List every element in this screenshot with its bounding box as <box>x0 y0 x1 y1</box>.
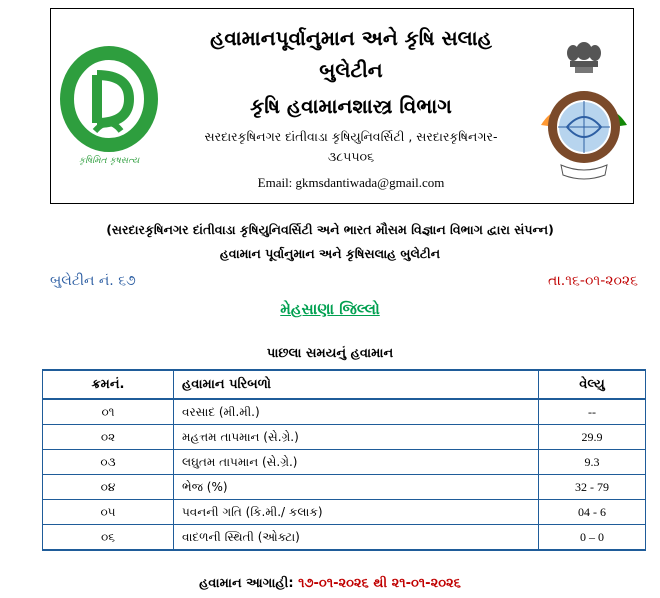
table-row <box>43 500 646 525</box>
table-row <box>43 399 646 425</box>
header-box <box>50 8 634 204</box>
table-header-row <box>43 370 646 399</box>
row-parameter: લઘુતમ તાપમાન (સે.ગ્રે.) <box>174 450 539 475</box>
header-serial: ક્રમનં. <box>43 370 174 399</box>
row-serial: ૦૨ <box>43 425 174 450</box>
row-value: 9.3 <box>539 450 646 475</box>
row-value: -- <box>539 399 646 425</box>
district-title: મેહસાણા જિલ્લો <box>280 300 380 318</box>
header-value: વેલ્યુ <box>539 370 646 399</box>
bulletin-title-line2: બુલેટીન <box>319 58 383 82</box>
forecast-label: હવામાન આગાહી: <box>199 576 294 591</box>
university-logo <box>57 45 161 173</box>
bulletin-number: બુલેટીન નં. ૬૭ <box>50 273 136 289</box>
row-serial: ૦૪ <box>43 475 174 500</box>
row-parameter: મહત્તમ તાપમાન (સે.ગ્રે.) <box>174 425 539 450</box>
imd-emblem <box>539 37 629 187</box>
email-link[interactable]: Email: gkmsdantiwada@gmail.com <box>257 175 445 190</box>
header-text <box>171 9 531 191</box>
bulletin-date: તા.૧૬-૦૧-૨૦૨૬ <box>548 273 638 289</box>
table-row <box>43 450 646 475</box>
row-serial: ૦૬ <box>43 525 174 551</box>
past-weather-table <box>42 369 646 551</box>
header-parameter: હવામાન પરિબળો <box>174 370 539 399</box>
row-value: 32 - 79 <box>539 475 646 500</box>
row-parameter: વરસાદ (મી.મી.) <box>174 399 539 425</box>
department-name: કૃષિ હવામાનશાસ્ત્ર વિભાગ <box>250 94 452 118</box>
row-value: 29.9 <box>539 425 646 450</box>
forecast-heading <box>0 576 660 591</box>
row-parameter: પવનની ગતિ (કિ.મી./ કલાક) <box>174 500 539 525</box>
row-serial: ૦૩ <box>43 450 174 475</box>
row-parameter: ભેજ (%) <box>174 475 539 500</box>
row-serial: ૦૫ <box>43 500 174 525</box>
joint-publication-line: (સરદારકૃષિનગર દાંતીવાડા કૃષિયુનિવર્સિટી અને ભારત મૌસમ વિજ્ઞાન વિભાગ દ્વારા સંપન્ન) <box>106 222 554 237</box>
bulletin-subtitle: હવામાન પૂર્વાનુમાન અને કૃષિસલાહ બુલેટીન <box>219 246 441 261</box>
table-row <box>43 475 646 500</box>
past-weather-title: પાછલા સમયનું હવામાન <box>266 346 394 361</box>
row-value: 0 – 0 <box>539 525 646 551</box>
table-row <box>43 525 646 551</box>
address-line2: ૩૮૫૫૦૬ <box>327 149 375 164</box>
address <box>171 127 531 167</box>
svg-text:કૃષિમિત કૃષસત્ય: કૃષિમિત કૃષસત્ય <box>78 156 140 166</box>
row-serial: ૦૧ <box>43 399 174 425</box>
forecast-range: ૧૭-૦૧-૨૦૨૬ થી ૨૧-૦૧-૨૦૨૬ <box>298 576 461 591</box>
bulletin-title: હવામાનપૂર્વાનુમાન અને કૃષિ સલાહ <box>210 26 492 50</box>
table-row <box>43 425 646 450</box>
row-value: 04 - 6 <box>539 500 646 525</box>
row-parameter: વાદળની સ્થિતી (ઓક્ટા) <box>174 525 539 551</box>
address-line1: સરદારકૃષિનગર દાંતીવાડા કૃષિયુનિવર્સિટી , સરદારકૃષિનગર- <box>204 129 498 144</box>
